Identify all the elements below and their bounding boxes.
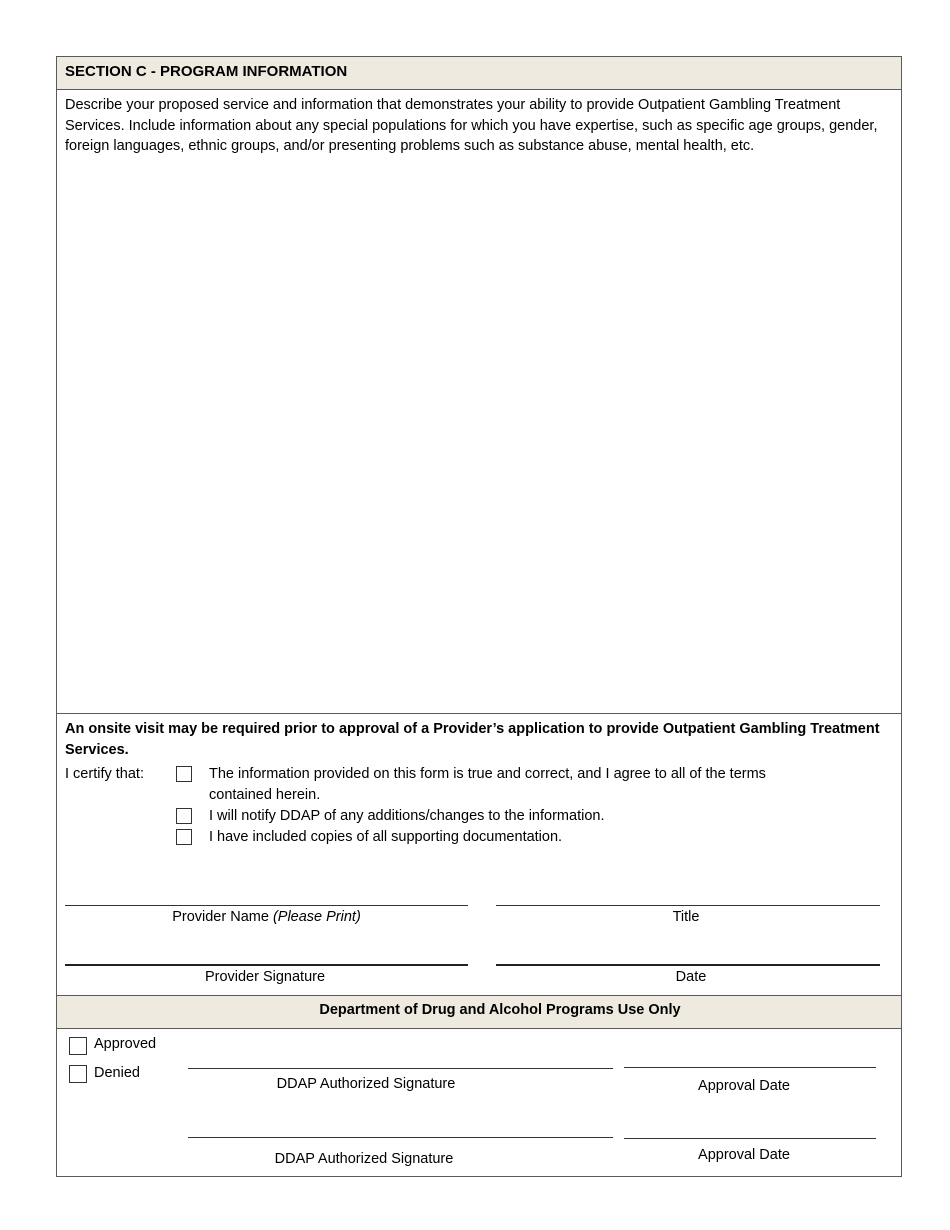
provider-name-label	[65, 909, 468, 925]
title-label: Title	[672, 909, 700, 925]
certify-true-correct-checkbox[interactable]	[176, 766, 192, 782]
ddap-header-title: Department of Drug and Alcohol Programs Use Only	[319, 1002, 681, 1018]
approval-date-line-1[interactable]	[624, 1067, 876, 1068]
onsite-visit-notice: An onsite visit may be required prior to approval of a Provider’s application to provide Outpatient Gambling Treatment Services.	[65, 721, 880, 758]
section-c-description: Describe your proposed service and information that demonstrates your ability to provide Outpatient Gambling Treatment Services. Include information about any special populations for which you have expertise, such as specific age groups, gender, foreign languages, ethnic groups, and/or presenting problems such as substance abuse, mental health, etc.	[65, 97, 878, 154]
approval-date-label-1: Approval Date	[698, 1078, 790, 1094]
provider-signature-line[interactable]	[65, 964, 468, 966]
title-line[interactable]	[496, 905, 880, 906]
provider-name-hint: (Please Print)	[272, 909, 361, 925]
approved-checkbox[interactable]	[69, 1037, 87, 1055]
certify-item-text: contained herein.	[209, 787, 321, 803]
approval-date-line-2[interactable]	[624, 1138, 876, 1139]
certify-label: I certify that:	[65, 766, 144, 782]
certify-notify-ddap-checkbox[interactable]	[176, 808, 192, 824]
certify-item-text: The information provided on this form is true and correct, and I agree to all of the terms	[209, 766, 766, 782]
ddap-signature-label-2: DDAP Authorized Signature	[274, 1151, 454, 1167]
provider-signature-label: Provider Signature	[204, 969, 326, 985]
ddap-signature-line-1[interactable]	[188, 1068, 613, 1069]
approval-date-label-2: Approval Date	[698, 1147, 790, 1163]
denied-checkbox[interactable]	[69, 1065, 87, 1083]
divider	[57, 713, 901, 714]
date-label: Date	[675, 969, 707, 985]
ddap-signature-line-2[interactable]	[188, 1137, 613, 1138]
certify-item-text: I have included copies of all supporting documentation.	[209, 829, 563, 845]
certify-documentation-checkbox[interactable]	[176, 829, 192, 845]
certify-item-text: I will notify DDAP of any additions/changes to the information.	[209, 808, 605, 824]
divider	[57, 1028, 901, 1029]
provider-name-label-text: Provider Name	[172, 909, 273, 925]
section-c-title: SECTION C - PROGRAM INFORMATION	[65, 63, 348, 80]
divider	[57, 89, 901, 90]
ddap-signature-label-1: DDAP Authorized Signature	[276, 1076, 456, 1092]
provider-name-line[interactable]	[65, 905, 468, 906]
approved-label: Approved	[94, 1036, 157, 1052]
denied-label: Denied	[94, 1065, 140, 1081]
date-line[interactable]	[496, 964, 880, 966]
program-information-response-area[interactable]	[60, 180, 898, 708]
